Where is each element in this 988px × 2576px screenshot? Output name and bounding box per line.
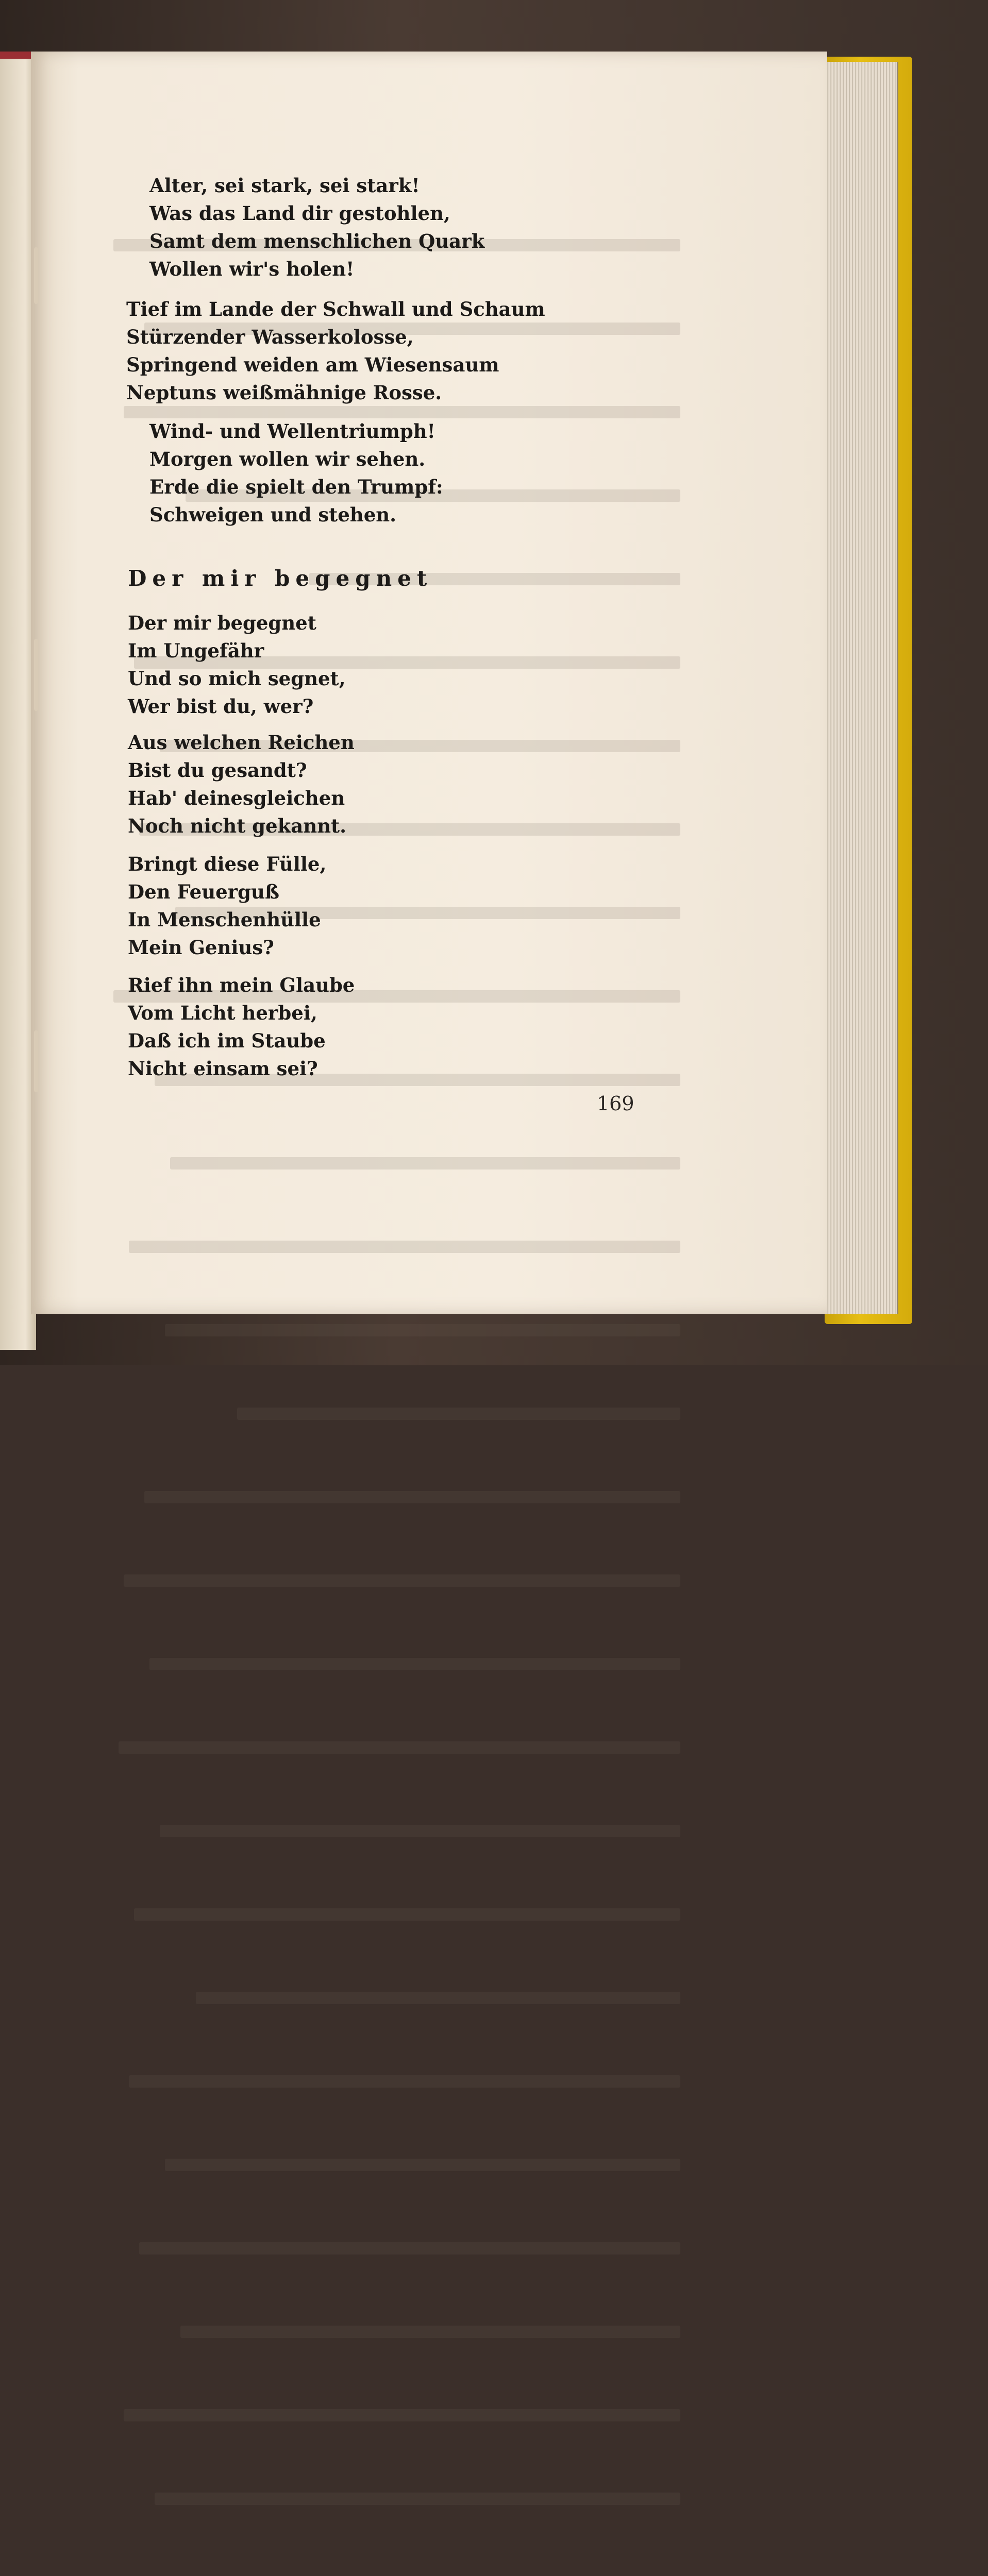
poem-line: Wer bist du, wer? bbox=[128, 695, 314, 718]
poem-two-stanza bbox=[128, 728, 355, 840]
poem-one-stanza bbox=[149, 172, 484, 283]
binding-stitch bbox=[34, 639, 38, 711]
poem-line: Aus welchen Reichen bbox=[128, 731, 355, 754]
poem-line: Rief ihn mein Glaube bbox=[128, 974, 355, 996]
poem-line: Stürzender Wasserkolosse, bbox=[126, 326, 414, 348]
poem-two-stanza bbox=[128, 971, 355, 1082]
poem-line: Und so mich segnet, bbox=[128, 667, 346, 690]
poem-one bbox=[126, 295, 545, 406]
poem-line: Samt dem menschlichen Quark bbox=[149, 230, 485, 252]
poem-two-stanza bbox=[128, 609, 345, 720]
poem-line: Der mir begegnet bbox=[128, 612, 316, 634]
poem-line: Bringt diese Fülle, bbox=[128, 853, 327, 875]
poem-two bbox=[128, 850, 326, 961]
poem-line: Neptuns weißmähnige Rosse. bbox=[126, 381, 442, 404]
poem-line: In Menschenhülle bbox=[128, 908, 321, 931]
poem-line: Den Feuerguß bbox=[128, 880, 280, 903]
poem-line: Bist du gesandt? bbox=[128, 759, 307, 782]
poem-two bbox=[128, 971, 355, 1082]
poem-one-stanza bbox=[126, 295, 545, 406]
poem-line: Daß ich im Staube bbox=[128, 1029, 326, 1052]
poem-line: Springend weiden am Wiesensaum bbox=[126, 353, 499, 376]
poem-line: Noch nicht gekannt. bbox=[128, 815, 346, 837]
poem-line: Was das Land dir gestohlen, bbox=[149, 202, 450, 225]
poem-line: Vom Licht herbei, bbox=[128, 1002, 317, 1024]
poem-two bbox=[128, 728, 355, 840]
poem-line: Wollen wir's holen! bbox=[149, 258, 355, 280]
page-block-edges bbox=[819, 62, 898, 1314]
poem-two-stanza bbox=[128, 850, 326, 961]
poem-line: Alter, sei stark, sei stark! bbox=[149, 174, 420, 197]
poem-line: Schweigen und stehen. bbox=[149, 503, 397, 526]
page-number: 169 bbox=[597, 1092, 634, 1115]
poem-line: Erde die spielt den Trumpf: bbox=[149, 476, 443, 498]
poem-title: Der mir begegnet bbox=[128, 566, 433, 591]
poem-one bbox=[149, 172, 484, 283]
show-through-text bbox=[113, 175, 680, 2576]
poem-line: Im Ungefähr bbox=[128, 639, 264, 662]
binding-stitch bbox=[34, 1030, 38, 1092]
poem-one-stanza bbox=[149, 417, 443, 529]
binding-stitch bbox=[34, 247, 38, 304]
poem-line: Morgen wollen wir sehen. bbox=[149, 448, 426, 470]
poem-line: Mein Genius? bbox=[128, 936, 274, 959]
poem-two bbox=[128, 609, 345, 720]
poem-line: Hab' deinesgleichen bbox=[128, 787, 345, 809]
poem-line: Wind- und Wellentriumph! bbox=[149, 420, 436, 443]
poem-one bbox=[149, 417, 443, 529]
poem-line: Tief im Lande der Schwall und Schaum bbox=[126, 298, 545, 320]
poem-line: Nicht einsam sei? bbox=[128, 1057, 318, 1080]
